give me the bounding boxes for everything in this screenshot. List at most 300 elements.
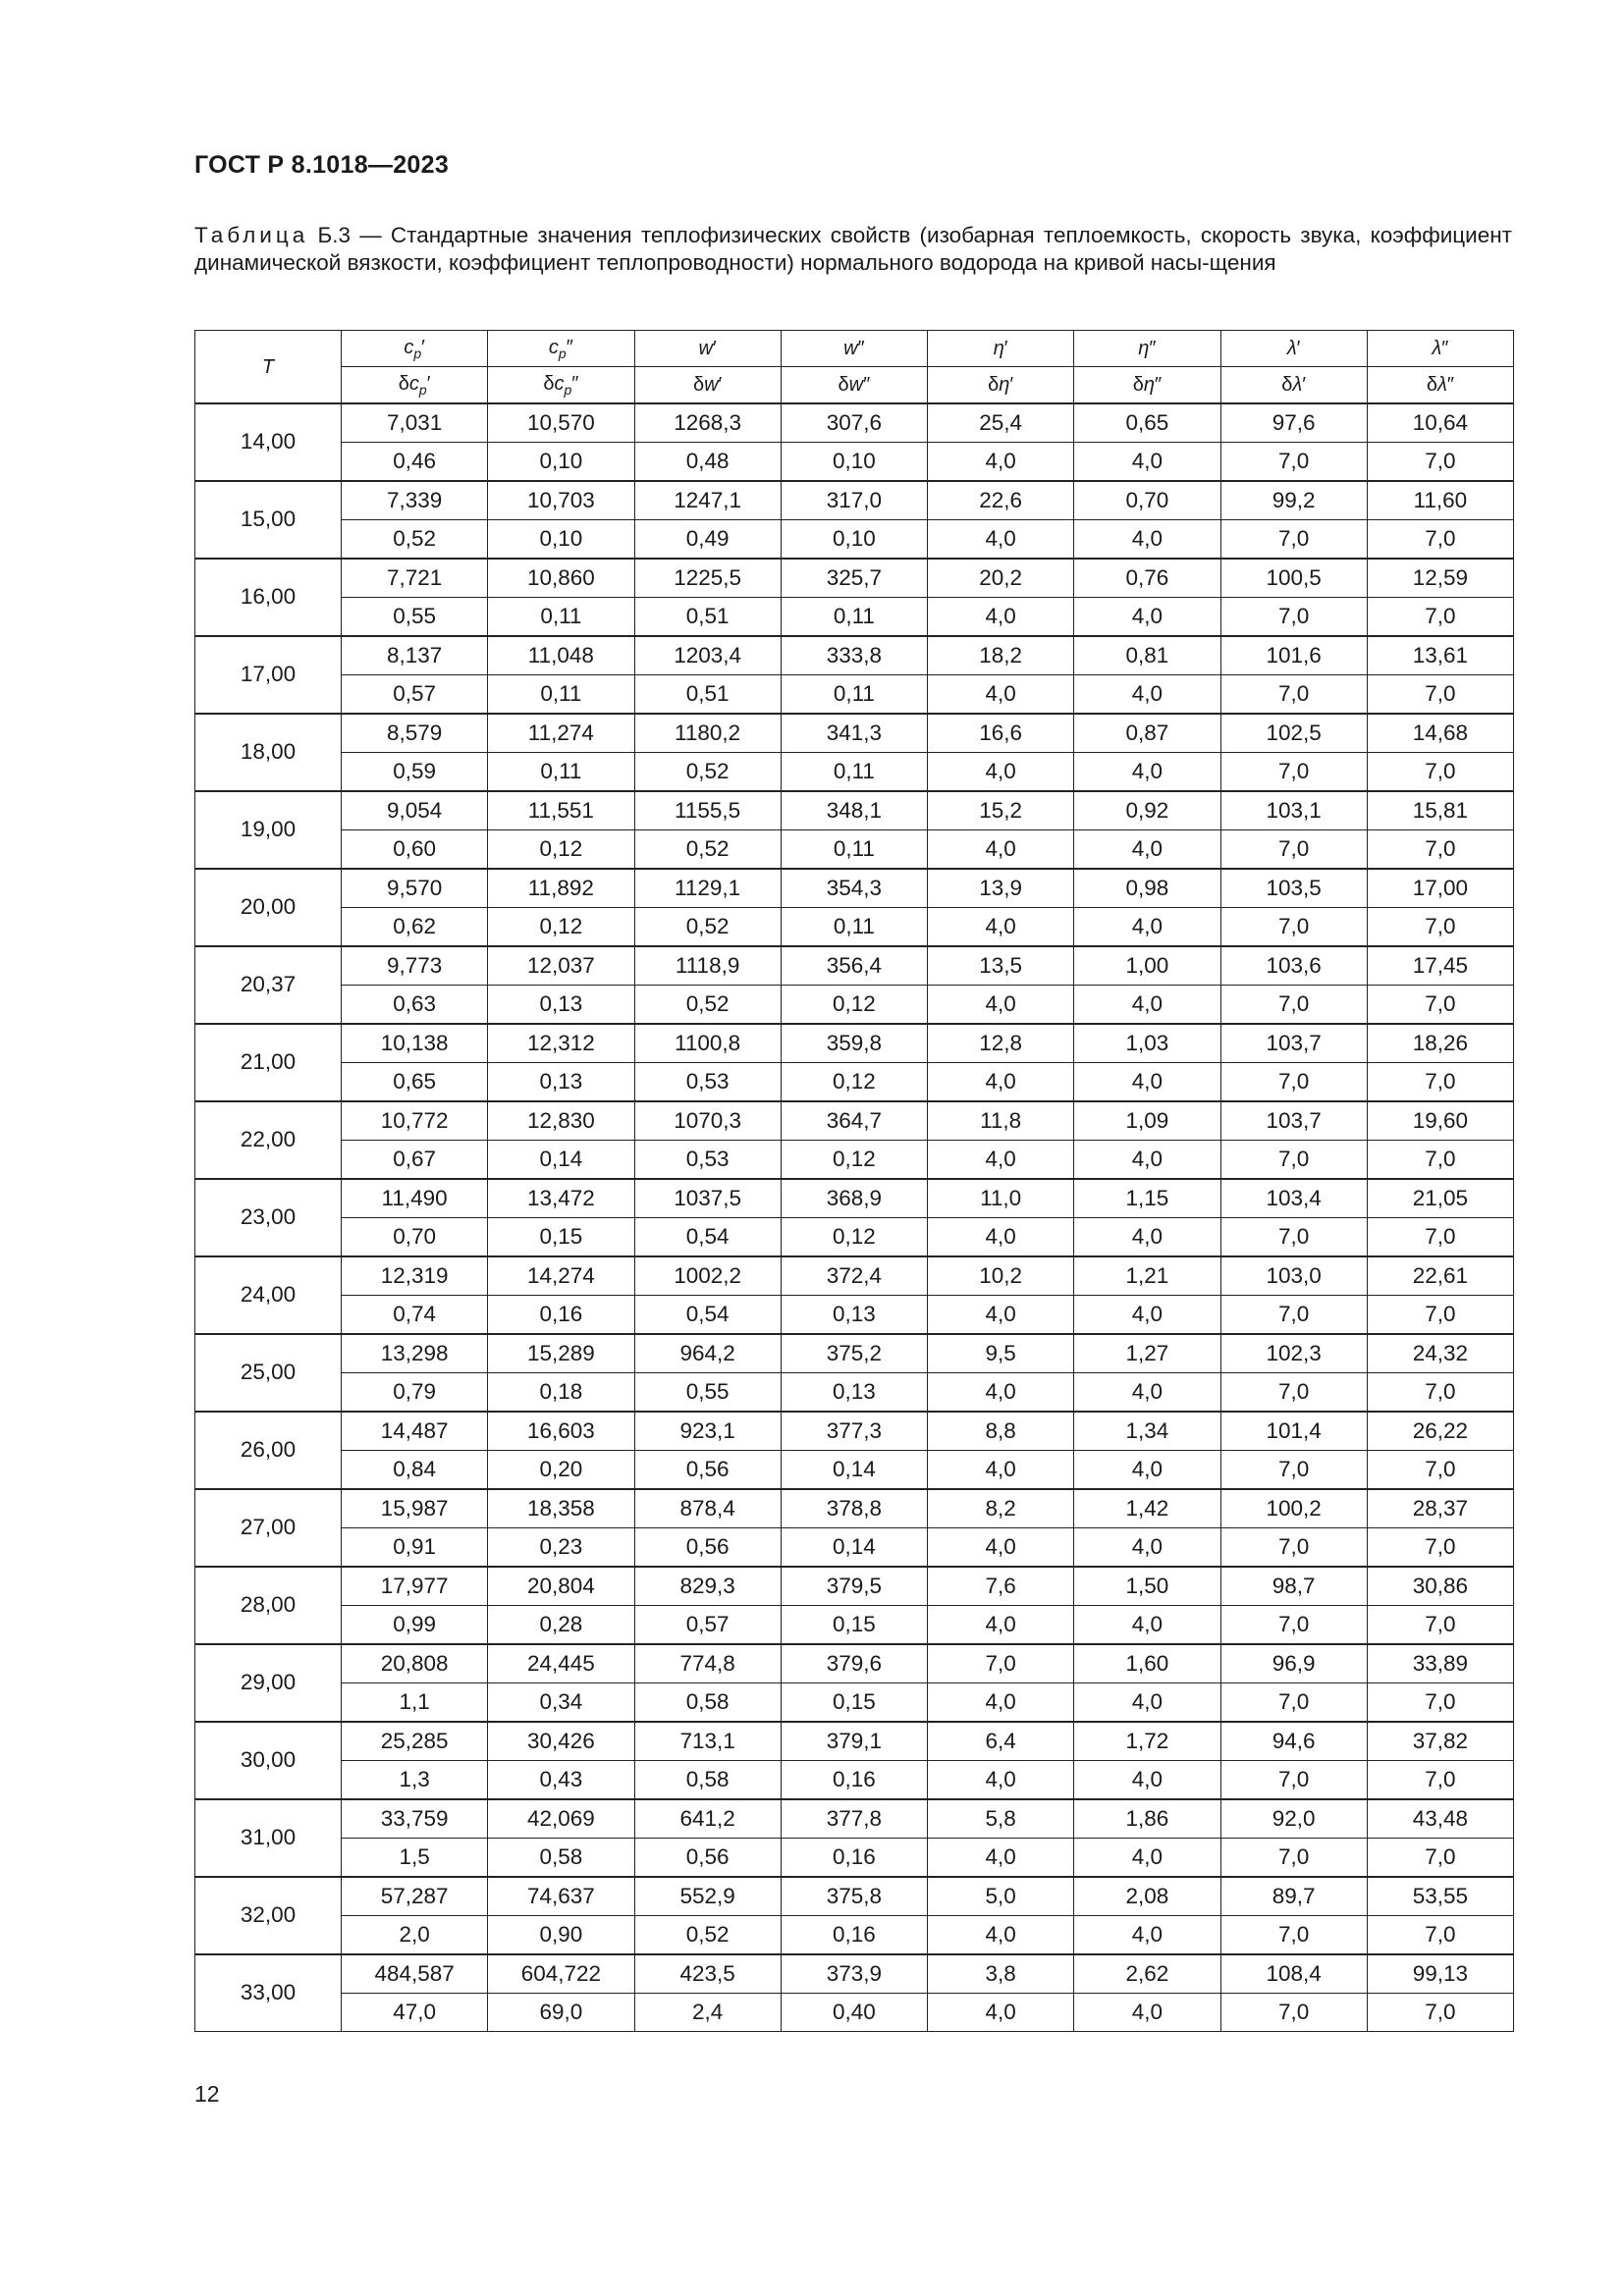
table-row-delta — [195, 753, 1514, 792]
delta-cell: 7,0 — [1367, 986, 1513, 1025]
temperature-cell: 33,00 — [195, 1954, 342, 2032]
value-cell: 364,7 — [781, 1101, 927, 1141]
delta-cell: 0,60 — [342, 830, 488, 870]
value-cell: 22,6 — [928, 481, 1074, 520]
header-delta-2: δw′ — [634, 367, 781, 404]
value-cell: 10,64 — [1367, 403, 1513, 443]
value-cell: 604,722 — [488, 1954, 634, 1994]
delta-cell: 0,55 — [342, 598, 488, 637]
delta-cell: 7,0 — [1367, 1994, 1513, 2032]
header-delta-3: δw″ — [781, 367, 927, 404]
value-cell: 10,2 — [928, 1256, 1074, 1296]
value-cell: 7,0 — [928, 1644, 1074, 1683]
table-row — [195, 1489, 1514, 1528]
delta-cell: 0,16 — [781, 1916, 927, 1955]
delta-cell: 4,0 — [928, 443, 1074, 482]
table-row — [195, 481, 1514, 520]
delta-cell: 1,5 — [342, 1839, 488, 1878]
delta-cell: 4,0 — [1074, 1141, 1220, 1180]
delta-cell: 7,0 — [1367, 443, 1513, 482]
delta-cell: 4,0 — [1074, 908, 1220, 947]
value-cell: 359,8 — [781, 1024, 927, 1063]
header-delta-1: $\delta c_p''$ — [488, 367, 634, 404]
value-cell: 89,7 — [1220, 1877, 1367, 1916]
value-cell: 7,721 — [342, 559, 488, 598]
delta-cell: 0,13 — [781, 1296, 927, 1335]
value-cell: 1,15 — [1074, 1179, 1220, 1218]
delta-cell: 0,28 — [488, 1606, 634, 1645]
value-cell: 15,289 — [488, 1334, 634, 1373]
header-temperature: T — [195, 331, 342, 404]
value-cell: 53,55 — [1367, 1877, 1513, 1916]
value-cell: 8,2 — [928, 1489, 1074, 1528]
value-cell: 10,138 — [342, 1024, 488, 1063]
value-cell: 484,587 — [342, 1954, 488, 1994]
delta-cell: 0,12 — [488, 908, 634, 947]
value-cell: 102,3 — [1220, 1334, 1367, 1373]
delta-cell: 7,0 — [1367, 830, 1513, 870]
delta-cell: 7,0 — [1220, 1373, 1367, 1413]
table-row-delta — [195, 1839, 1514, 1878]
header-2: w′ — [634, 331, 781, 367]
value-cell: 379,1 — [781, 1722, 927, 1761]
delta-cell: 0,13 — [488, 1063, 634, 1102]
value-cell: 1,21 — [1074, 1256, 1220, 1296]
table-row — [195, 1722, 1514, 1761]
value-cell: 0,92 — [1074, 791, 1220, 830]
value-cell: 3,8 — [928, 1954, 1074, 1994]
delta-cell: 7,0 — [1220, 1141, 1367, 1180]
delta-cell: 2,0 — [342, 1916, 488, 1955]
delta-cell: 0,16 — [781, 1839, 927, 1878]
table-row-delta — [195, 1528, 1514, 1568]
table-row-delta — [195, 1683, 1514, 1723]
caption-prefix: Таблица — [194, 223, 309, 247]
value-cell: 21,05 — [1367, 1179, 1513, 1218]
delta-cell: 0,11 — [781, 753, 927, 792]
delta-cell: 0,99 — [342, 1606, 488, 1645]
table-row-delta — [195, 986, 1514, 1025]
value-cell: 17,00 — [1367, 869, 1513, 908]
temperature-cell: 20,00 — [195, 869, 342, 946]
value-cell: 379,5 — [781, 1567, 927, 1606]
value-cell: 7,031 — [342, 403, 488, 443]
delta-cell: 7,0 — [1220, 1994, 1367, 2032]
delta-cell: 7,0 — [1220, 675, 1367, 715]
delta-cell: 0,11 — [488, 753, 634, 792]
value-cell: 1203,4 — [634, 636, 781, 675]
temperature-cell: 22,00 — [195, 1101, 342, 1179]
value-cell: 333,8 — [781, 636, 927, 675]
header-3: w″ — [781, 331, 927, 367]
delta-cell: 0,11 — [488, 598, 634, 637]
value-cell: 0,98 — [1074, 869, 1220, 908]
value-cell: 1100,8 — [634, 1024, 781, 1063]
delta-cell: 0,14 — [781, 1451, 927, 1490]
delta-cell: 4,0 — [1074, 1839, 1220, 1878]
delta-cell: 0,74 — [342, 1296, 488, 1335]
delta-cell: 0,13 — [488, 986, 634, 1025]
table-row — [195, 636, 1514, 675]
delta-cell: 7,0 — [1220, 908, 1367, 947]
value-cell: 15,987 — [342, 1489, 488, 1528]
temperature-cell: 29,00 — [195, 1644, 342, 1722]
delta-cell: 4,0 — [1074, 1063, 1220, 1102]
delta-cell: 0,52 — [342, 520, 488, 560]
delta-cell: 7,0 — [1220, 830, 1367, 870]
value-cell: 8,8 — [928, 1412, 1074, 1451]
delta-cell: 4,0 — [928, 598, 1074, 637]
delta-cell: 0,12 — [781, 1141, 927, 1180]
value-cell: 14,487 — [342, 1412, 488, 1451]
value-cell: 103,7 — [1220, 1024, 1367, 1063]
delta-cell: 0,56 — [634, 1839, 781, 1878]
value-cell: 377,3 — [781, 1412, 927, 1451]
temperature-cell: 25,00 — [195, 1334, 342, 1412]
properties-table — [194, 330, 1514, 2032]
table-row-delta — [195, 1606, 1514, 1645]
table-row-delta — [195, 1063, 1514, 1102]
value-cell: 307,6 — [781, 403, 927, 443]
delta-cell: 0,63 — [342, 986, 488, 1025]
value-cell: 1180,2 — [634, 714, 781, 753]
header-delta-7: δλ″ — [1367, 367, 1513, 404]
value-cell: 97,6 — [1220, 403, 1367, 443]
value-cell: 11,60 — [1367, 481, 1513, 520]
delta-cell: 0,52 — [634, 986, 781, 1025]
value-cell: 17,977 — [342, 1567, 488, 1606]
delta-cell: 0,55 — [634, 1373, 781, 1413]
delta-cell: 4,0 — [928, 520, 1074, 560]
value-cell: 1,42 — [1074, 1489, 1220, 1528]
delta-cell: 0,11 — [488, 675, 634, 715]
table-row — [195, 714, 1514, 753]
value-cell: 1,86 — [1074, 1799, 1220, 1839]
delta-cell: 0,67 — [342, 1141, 488, 1180]
delta-cell: 4,0 — [928, 1451, 1074, 1490]
value-cell: 423,5 — [634, 1954, 781, 1994]
value-cell: 0,81 — [1074, 636, 1220, 675]
delta-cell: 4,0 — [1074, 598, 1220, 637]
value-cell: 18,358 — [488, 1489, 634, 1528]
delta-cell: 0,46 — [342, 443, 488, 482]
value-cell: 356,4 — [781, 946, 927, 986]
value-cell: 102,5 — [1220, 714, 1367, 753]
value-cell: 10,772 — [342, 1101, 488, 1141]
table-row-delta — [195, 443, 1514, 482]
delta-cell: 7,0 — [1220, 1218, 1367, 1257]
value-cell: 1,27 — [1074, 1334, 1220, 1373]
delta-cell: 0,12 — [781, 1218, 927, 1257]
delta-cell: 4,0 — [1074, 1528, 1220, 1568]
delta-cell: 7,0 — [1367, 1218, 1513, 1257]
temperature-cell: 14,00 — [195, 403, 342, 481]
table-row — [195, 1179, 1514, 1218]
delta-cell: 4,0 — [928, 1606, 1074, 1645]
table-row — [195, 791, 1514, 830]
value-cell: 14,274 — [488, 1256, 634, 1296]
delta-cell: 0,58 — [634, 1761, 781, 1800]
value-cell: 103,4 — [1220, 1179, 1367, 1218]
delta-cell: 0,16 — [781, 1761, 927, 1800]
delta-cell: 7,0 — [1220, 1606, 1367, 1645]
value-cell: 1070,3 — [634, 1101, 781, 1141]
delta-cell: 4,0 — [1074, 830, 1220, 870]
value-cell: 18,2 — [928, 636, 1074, 675]
value-cell: 12,312 — [488, 1024, 634, 1063]
delta-cell: 7,0 — [1220, 1296, 1367, 1335]
value-cell: 1118,9 — [634, 946, 781, 986]
value-cell: 17,45 — [1367, 946, 1513, 986]
delta-cell: 4,0 — [1074, 1683, 1220, 1723]
value-cell: 12,319 — [342, 1256, 488, 1296]
delta-cell: 0,54 — [634, 1218, 781, 1257]
delta-cell: 7,0 — [1367, 598, 1513, 637]
temperature-cell: 21,00 — [195, 1024, 342, 1101]
value-cell: 20,808 — [342, 1644, 488, 1683]
value-cell: 22,61 — [1367, 1256, 1513, 1296]
value-cell: 378,8 — [781, 1489, 927, 1528]
delta-cell: 7,0 — [1220, 1761, 1367, 1800]
value-cell: 103,5 — [1220, 869, 1367, 908]
delta-cell: 2,4 — [634, 1994, 781, 2032]
delta-cell: 0,53 — [634, 1141, 781, 1180]
delta-cell: 0,16 — [488, 1296, 634, 1335]
value-cell: 57,287 — [342, 1877, 488, 1916]
delta-cell: 7,0 — [1220, 520, 1367, 560]
delta-cell: 0,70 — [342, 1218, 488, 1257]
delta-cell: 0,11 — [781, 908, 927, 947]
value-cell: 1037,5 — [634, 1179, 781, 1218]
table-row — [195, 1334, 1514, 1373]
value-cell: 26,22 — [1367, 1412, 1513, 1451]
table-row-delta — [195, 1916, 1514, 1955]
value-cell: 0,70 — [1074, 481, 1220, 520]
delta-cell: 4,0 — [1074, 1916, 1220, 1955]
delta-cell: 1,3 — [342, 1761, 488, 1800]
delta-cell: 0,11 — [781, 675, 927, 715]
delta-cell: 7,0 — [1367, 908, 1513, 947]
temperature-cell: 18,00 — [195, 714, 342, 791]
delta-cell: 0,58 — [634, 1683, 781, 1723]
table-row-delta — [195, 1994, 1514, 2032]
table-row — [195, 1567, 1514, 1606]
value-cell: 13,61 — [1367, 636, 1513, 675]
delta-cell: 7,0 — [1220, 986, 1367, 1025]
delta-cell: 0,57 — [634, 1606, 781, 1645]
delta-cell: 7,0 — [1220, 1916, 1367, 1955]
delta-cell: 0,56 — [634, 1528, 781, 1568]
delta-cell: 0,23 — [488, 1528, 634, 1568]
table-row-delta — [195, 1451, 1514, 1490]
page-number: 12 — [194, 2081, 220, 2107]
value-cell: 1,60 — [1074, 1644, 1220, 1683]
delta-cell: 7,0 — [1220, 1528, 1367, 1568]
table-caption — [194, 222, 1512, 277]
value-cell: 9,054 — [342, 791, 488, 830]
value-cell: 101,4 — [1220, 1412, 1367, 1451]
value-cell: 15,2 — [928, 791, 1074, 830]
value-cell: 12,037 — [488, 946, 634, 986]
delta-cell: 7,0 — [1220, 443, 1367, 482]
value-cell: 6,4 — [928, 1722, 1074, 1761]
delta-cell: 0,79 — [342, 1373, 488, 1413]
delta-cell: 0,15 — [488, 1218, 634, 1257]
value-cell: 964,2 — [634, 1334, 781, 1373]
value-cell: 7,339 — [342, 481, 488, 520]
delta-cell: 0,58 — [488, 1839, 634, 1878]
delta-cell: 0,56 — [634, 1451, 781, 1490]
value-cell: 43,48 — [1367, 1799, 1513, 1839]
delta-cell: 4,0 — [928, 1839, 1074, 1878]
delta-cell: 0,14 — [781, 1528, 927, 1568]
value-cell: 11,0 — [928, 1179, 1074, 1218]
delta-cell: 7,0 — [1367, 1606, 1513, 1645]
caption-text: Б.3 — Стандартные значения теплофизических свойств (изобарная теплоемкость, скорость звука, коэффициент динамической вязкости, коэффициент теплопроводности) нормального водорода на кривой насы-щения — [194, 223, 1512, 275]
temperature-cell: 16,00 — [195, 559, 342, 636]
table-row-delta — [195, 1373, 1514, 1413]
value-cell: 8,137 — [342, 636, 488, 675]
temperature-cell: 31,00 — [195, 1799, 342, 1877]
delta-cell: 0,54 — [634, 1296, 781, 1335]
value-cell: 1268,3 — [634, 403, 781, 443]
value-cell: 1129,1 — [634, 869, 781, 908]
value-cell: 99,13 — [1367, 1954, 1513, 1994]
value-cell: 100,2 — [1220, 1489, 1367, 1528]
temperature-cell: 32,00 — [195, 1877, 342, 1954]
value-cell: 74,637 — [488, 1877, 634, 1916]
delta-cell: 0,10 — [488, 520, 634, 560]
value-cell: 1,00 — [1074, 946, 1220, 986]
header-0: $c_p'$ — [342, 331, 488, 367]
value-cell: 1002,2 — [634, 1256, 781, 1296]
value-cell: 13,5 — [928, 946, 1074, 986]
delta-cell: 4,0 — [928, 1373, 1074, 1413]
delta-cell: 4,0 — [928, 1141, 1074, 1180]
delta-cell: 0,12 — [781, 986, 927, 1025]
value-cell: 1,34 — [1074, 1412, 1220, 1451]
header-1: $c_p''$ — [488, 331, 634, 367]
value-cell: 103,7 — [1220, 1101, 1367, 1141]
delta-cell: 0,49 — [634, 520, 781, 560]
value-cell: 13,9 — [928, 869, 1074, 908]
delta-cell: 0,52 — [634, 753, 781, 792]
table-row-delta — [195, 675, 1514, 715]
delta-cell: 0,10 — [781, 520, 927, 560]
delta-cell: 0,62 — [342, 908, 488, 947]
table-row-delta — [195, 1761, 1514, 1800]
table-row — [195, 559, 1514, 598]
temperature-cell: 27,00 — [195, 1489, 342, 1567]
value-cell: 11,274 — [488, 714, 634, 753]
value-cell: 101,6 — [1220, 636, 1367, 675]
delta-cell: 4,0 — [928, 908, 1074, 947]
delta-cell: 0,51 — [634, 675, 781, 715]
table-row — [195, 1877, 1514, 1916]
delta-cell: 0,59 — [342, 753, 488, 792]
delta-cell: 4,0 — [928, 1296, 1074, 1335]
value-cell: 18,26 — [1367, 1024, 1513, 1063]
delta-cell: 7,0 — [1220, 753, 1367, 792]
temperature-cell: 28,00 — [195, 1567, 342, 1644]
value-cell: 13,298 — [342, 1334, 488, 1373]
delta-cell: 0,91 — [342, 1528, 488, 1568]
header-delta-0: $\delta c_p'$ — [342, 367, 488, 404]
delta-cell: 4,0 — [1074, 1296, 1220, 1335]
value-cell: 375,2 — [781, 1334, 927, 1373]
delta-cell: 4,0 — [928, 1916, 1074, 1955]
temperature-cell: 19,00 — [195, 791, 342, 869]
delta-cell: 4,0 — [1074, 1373, 1220, 1413]
delta-cell: 0,34 — [488, 1683, 634, 1723]
value-cell: 25,4 — [928, 403, 1074, 443]
delta-cell: 4,0 — [1074, 520, 1220, 560]
delta-cell: 7,0 — [1220, 1683, 1367, 1723]
delta-cell: 0,53 — [634, 1063, 781, 1102]
value-cell: 92,0 — [1220, 1799, 1367, 1839]
value-cell: 372,4 — [781, 1256, 927, 1296]
delta-cell: 0,43 — [488, 1761, 634, 1800]
value-cell: 13,472 — [488, 1179, 634, 1218]
delta-cell: 4,0 — [1074, 753, 1220, 792]
value-cell: 1,03 — [1074, 1024, 1220, 1063]
value-cell: 0,65 — [1074, 403, 1220, 443]
delta-cell: 4,0 — [928, 1683, 1074, 1723]
delta-cell: 7,0 — [1367, 1141, 1513, 1180]
value-cell: 28,37 — [1367, 1489, 1513, 1528]
value-cell: 15,81 — [1367, 791, 1513, 830]
value-cell: 30,426 — [488, 1722, 634, 1761]
table-row — [195, 946, 1514, 986]
value-cell: 11,551 — [488, 791, 634, 830]
delta-cell: 4,0 — [1074, 1218, 1220, 1257]
value-cell: 11,8 — [928, 1101, 1074, 1141]
delta-cell: 0,15 — [781, 1683, 927, 1723]
value-cell: 11,892 — [488, 869, 634, 908]
delta-cell: 0,10 — [781, 443, 927, 482]
delta-cell: 0,90 — [488, 1916, 634, 1955]
value-cell: 37,82 — [1367, 1722, 1513, 1761]
value-cell: 33,89 — [1367, 1644, 1513, 1683]
value-cell: 98,7 — [1220, 1567, 1367, 1606]
value-cell: 16,603 — [488, 1412, 634, 1451]
delta-cell: 7,0 — [1367, 520, 1513, 560]
delta-cell: 0,51 — [634, 598, 781, 637]
temperature-cell: 17,00 — [195, 636, 342, 714]
value-cell: 100,5 — [1220, 559, 1367, 598]
value-cell: 878,4 — [634, 1489, 781, 1528]
table-row-delta — [195, 598, 1514, 637]
delta-cell: 4,0 — [1074, 1606, 1220, 1645]
temperature-cell: 23,00 — [195, 1179, 342, 1256]
value-cell: 42,069 — [488, 1799, 634, 1839]
value-cell: 8,579 — [342, 714, 488, 753]
value-cell: 368,9 — [781, 1179, 927, 1218]
value-cell: 99,2 — [1220, 481, 1367, 520]
delta-cell: 0,11 — [781, 830, 927, 870]
delta-cell: 4,0 — [928, 753, 1074, 792]
value-cell: 24,32 — [1367, 1334, 1513, 1373]
delta-cell: 4,0 — [1074, 1451, 1220, 1490]
value-cell: 325,7 — [781, 559, 927, 598]
value-cell: 0,76 — [1074, 559, 1220, 598]
value-cell: 11,048 — [488, 636, 634, 675]
delta-cell: 4,0 — [928, 1761, 1074, 1800]
value-cell: 774,8 — [634, 1644, 781, 1683]
document-header: ГОСТ Р 8.1018—2023 — [194, 151, 450, 179]
delta-cell: 7,0 — [1367, 1373, 1513, 1413]
delta-cell: 0,52 — [634, 908, 781, 947]
